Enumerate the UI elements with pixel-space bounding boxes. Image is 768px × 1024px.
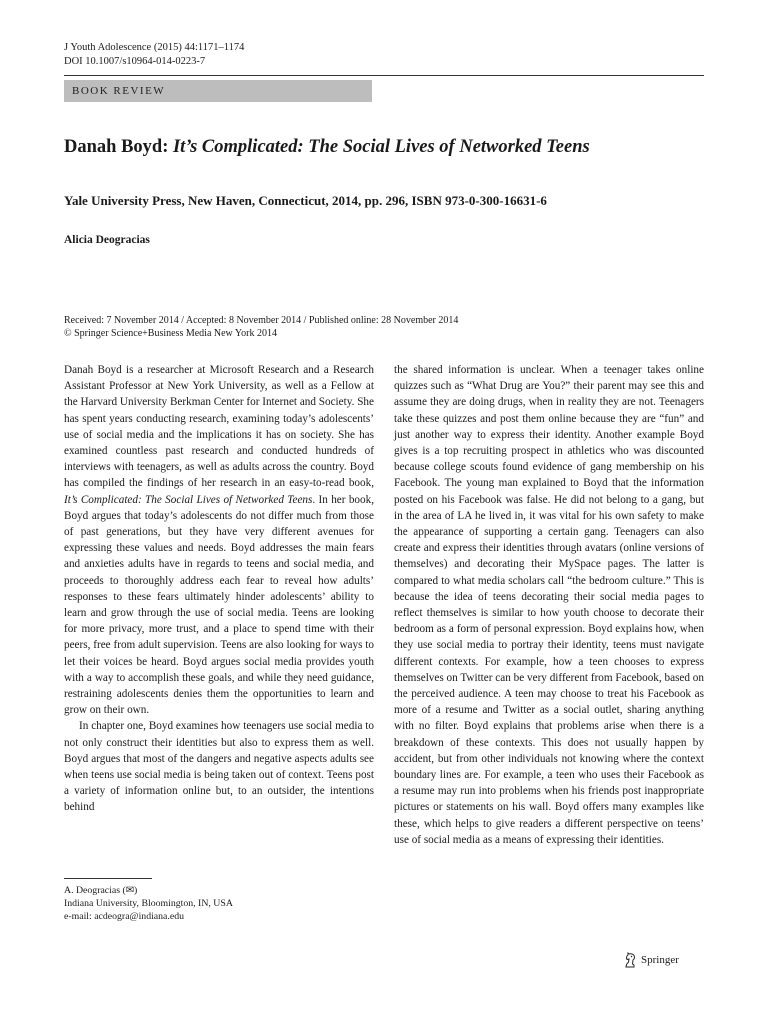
body-column-left — [64, 362, 374, 816]
footnote-rule — [64, 878, 152, 879]
springer-knight-icon — [622, 952, 638, 968]
publisher-line: Yale University Press, New Haven, Connecticut, 2014, pp. 296, ISBN 973-0-300-16631-6 — [64, 193, 547, 208]
title-book: It’s Complicated: The Social Lives of Networked Teens — [172, 137, 590, 157]
paragraph: Danah Boyd is a researcher at Microsoft Research and a Research Assistant Professor at New York University, as well as a Fellow at the Harvard University Berkman Center for Internet and Society. She has spent years conducting research, examining today’s adolescents’ use of social media and the implications it has on society. She has examined countless past research and conducted hundreds of interviews with teenagers, as well as adults across the country. Boyd has compiled the findings of her research in an easy-to-read book, It’s Complicated: The Social Lives of Networked Teens. In her book, Boyd argues that today’s adolescents do not differ much from those of past generations, but they have very different avenues for expressing these values and needs. Boyd addresses the main fears and anxieties adults have in regards to teens and social media, and proceeds to thoroughly address each fear to reveal how adults’ responses to these fears ultimately hinder adolescents’ ability to learn and grow through the use of social media. Teens are looking for more privacy, more trust, and a place to spend time with their peers, free from adult supervision. Teens are also looking for ways to let their voices be heard. Boyd argues social media provides youth with a way to accomplish these goals, and while they need guidance, restraining adolescents denies them the opportunities to learn and grow on their own. — [64, 364, 374, 717]
section-label: BOOK REVIEW — [64, 80, 372, 102]
footnote-author: A. Deogracias (✉) — [64, 885, 138, 896]
journal-citation: J Youth Adolescence (2015) 44:1171–1174 — [64, 42, 245, 53]
paragraph: the shared information is unclear. When a teenager takes online quizzes such as “What Drug are You?” their parent may see this and assume they are doing drugs, when in reality they are not. Teenagers take these quizzes and post them online because they are “fun” and just another way to express their identity. Another example Boyd gives is a top recruiting prospect in athletics who was discounted because college scouts found evidence of gang membership on his Facebook. The young man explained to Boyd that the information posted on his Facebook was false. He did not belong to a gang, but in the area of LA he lived in, it was vital for his own safety to make the appearance of supporting a certain gang. Teenagers can also create and express their identities through avatars (online versions of themselves) and decorating their MySpace pages. The latter is compared to what media scholars call “the bedroom culture.” This is because the idea of teens decorating their social media pages to reflect themselves is similar to how youth choose to decorate their bedroom as a form of personal expression. Boyd explains how, when they use social media to portray their identity, teens must navigate different contexts. For example, how a teen chooses to express themselves on Twitter can be very different from Facebook, based on the perceived audience. A teen may choose to treat his Facebook as more of a resume and Twitter as a social outlet, sharing anything with no filter. Boyd explains that problems arise when there is a breakdown of these contexts. This does not usually happen by accident, but from other individuals not knowing where the context boundary lines are. For example, a teen who uses their Facebook as a resume may run into problems when his friends post inappropriate pictures or statements on his wall. Boyd offers many examples like these, which helps to give readers a different perspective on teens’ use of social media as a means of expressing their identities. — [394, 364, 704, 846]
publication-dates: Received: 7 November 2014 / Accepted: 8 November 2014 / Published online: 28 November 2014 — [64, 315, 459, 326]
copyright: © Springer Science+Business Media New York 2014 — [64, 328, 277, 339]
footnote-affiliation: Indiana University, Bloomington, IN, USA — [64, 898, 233, 909]
reviewer-name: Alicia Deogracias — [64, 234, 150, 246]
title-author: Danah Boyd: — [64, 137, 173, 157]
book-title-inline: It’s Complicated: The Social Lives of Networked Teens — [64, 493, 313, 506]
article-title — [64, 136, 664, 159]
springer-label: Springer — [641, 954, 679, 966]
body-column-right — [394, 362, 704, 848]
doi[interactable]: DOI 10.1007/s10964-014-0223-7 — [64, 56, 206, 67]
author-footnote — [64, 884, 374, 923]
footnote-email[interactable]: e-mail: acdeogra@indiana.edu — [64, 911, 184, 922]
springer-logo — [622, 952, 679, 968]
header-rule — [64, 75, 704, 76]
paragraph: In chapter one, Boyd examines how teenagers use social media to not only construct their identities but also to express them as well. Boyd argues that most of the dangers and negative aspects adults see when teens use social media is being taken out of context. Teens post a variety of information online but, to an outsider, the intentions behind — [64, 720, 374, 814]
